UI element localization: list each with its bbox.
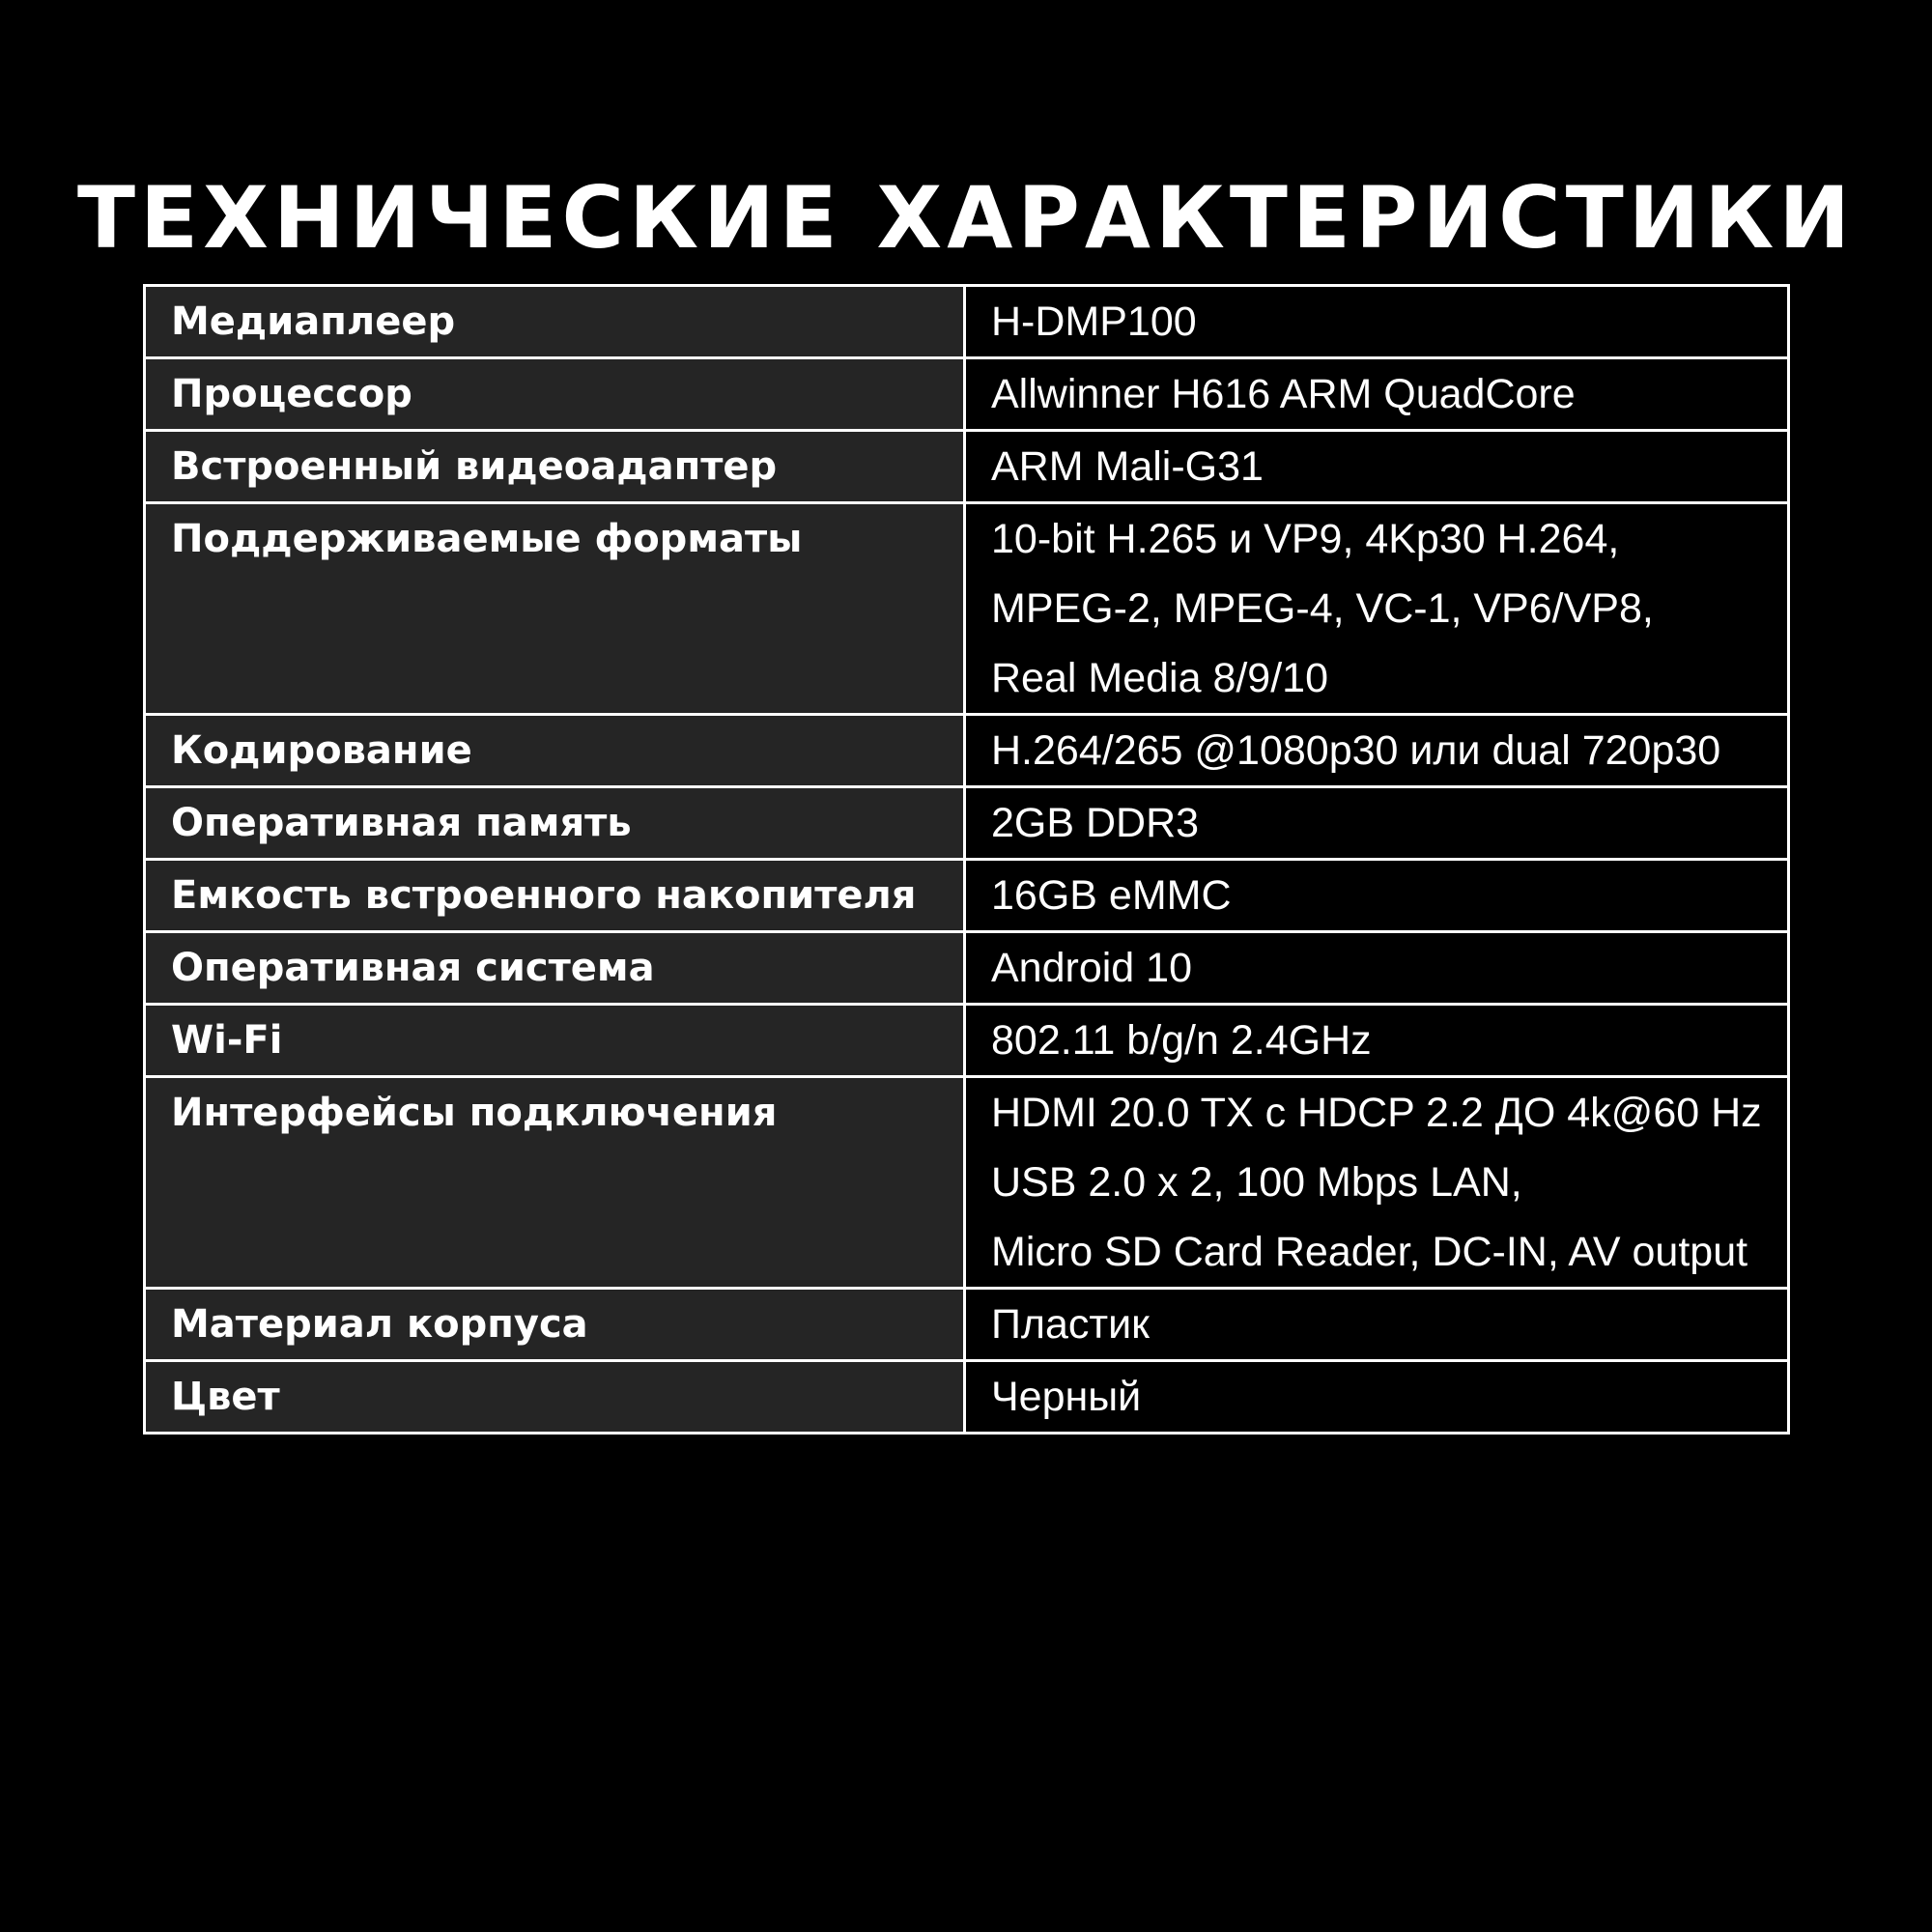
spec-value: [965, 1289, 1789, 1361]
spec-value-line: Пластик: [991, 1301, 1150, 1348]
spec-value-line: 16GB eMMC: [991, 872, 1232, 919]
spec-row: [145, 1077, 1789, 1289]
spec-row: [145, 1361, 1789, 1434]
spec-label: Интерфейсы подключения: [145, 1077, 965, 1289]
spec-table-body: [145, 286, 1789, 1434]
spec-label: Кодирование: [145, 715, 965, 787]
spec-value-line: HDMI 20.0 TX с HDCP 2.2 ДО 4k@60 Hz: [991, 1090, 1762, 1136]
spec-value-line: H.264/265 @1080p30 или dual 720p30: [991, 727, 1721, 774]
spec-row: [145, 286, 1789, 358]
spec-value: [965, 715, 1789, 787]
spec-value-line: Android 10: [991, 945, 1192, 991]
spec-value-line: ARM Mali-G31: [991, 443, 1264, 490]
spec-value: [965, 1361, 1789, 1434]
spec-value-line: Черный: [991, 1374, 1142, 1420]
spec-value-line: USB 2.0 x 2, 100 Mbps LAN,: [991, 1159, 1522, 1206]
spec-label: Цвет: [145, 1361, 965, 1434]
spec-label: Процессор: [145, 358, 965, 431]
spec-value: [965, 503, 1789, 715]
spec-label: Емкость встроенного накопителя: [145, 860, 965, 932]
spec-value-line: MPEG-2, MPEG-4, VC-1, VP6/VP8,: [991, 585, 1654, 632]
spec-label: Медиаплеер: [145, 286, 965, 358]
spec-value-line: H-DMP100: [991, 298, 1197, 345]
spec-value: [965, 1077, 1789, 1289]
spec-value: [965, 286, 1789, 358]
spec-row: [145, 503, 1789, 715]
spec-row: [145, 860, 1789, 932]
spec-value-line: Allwinner H616 ARM QuadCore: [991, 371, 1576, 417]
spec-value-line: 2GB DDR3: [991, 800, 1200, 846]
spec-label: Оперативная память: [145, 787, 965, 860]
spec-value: [965, 431, 1789, 503]
spec-value-line: Real Media 8/9/10: [991, 655, 1328, 701]
spec-row: [145, 1289, 1789, 1361]
spec-value: [965, 932, 1789, 1005]
spec-table: [143, 284, 1790, 1435]
spec-row: [145, 787, 1789, 860]
spec-value: [965, 787, 1789, 860]
spec-row: [145, 1005, 1789, 1077]
spec-value: [965, 358, 1789, 431]
spec-label: Материал корпуса: [145, 1289, 965, 1361]
spec-value-line: Micro SD Card Reader, DC-IN, AV output: [991, 1229, 1748, 1275]
page-title: ТЕХНИЧЕСКИЕ ХАРАКТЕРИСТИКИ: [76, 167, 1856, 268]
spec-value: [965, 1005, 1789, 1077]
spec-row: [145, 431, 1789, 503]
spec-row: [145, 715, 1789, 787]
spec-label: Оперативная система: [145, 932, 965, 1005]
spec-value: [965, 860, 1789, 932]
spec-label: Wi-Fi: [145, 1005, 965, 1077]
spec-value-line: 802.11 b/g/n 2.4GHz: [991, 1017, 1372, 1064]
spec-label: Поддерживаемые форматы: [145, 503, 965, 715]
spec-row: [145, 932, 1789, 1005]
spec-label: Встроенный видеоадаптер: [145, 431, 965, 503]
spec-value-line: 10-bit H.265 и VP9, 4Kp30 H.264,: [991, 516, 1620, 562]
spec-row: [145, 358, 1789, 431]
